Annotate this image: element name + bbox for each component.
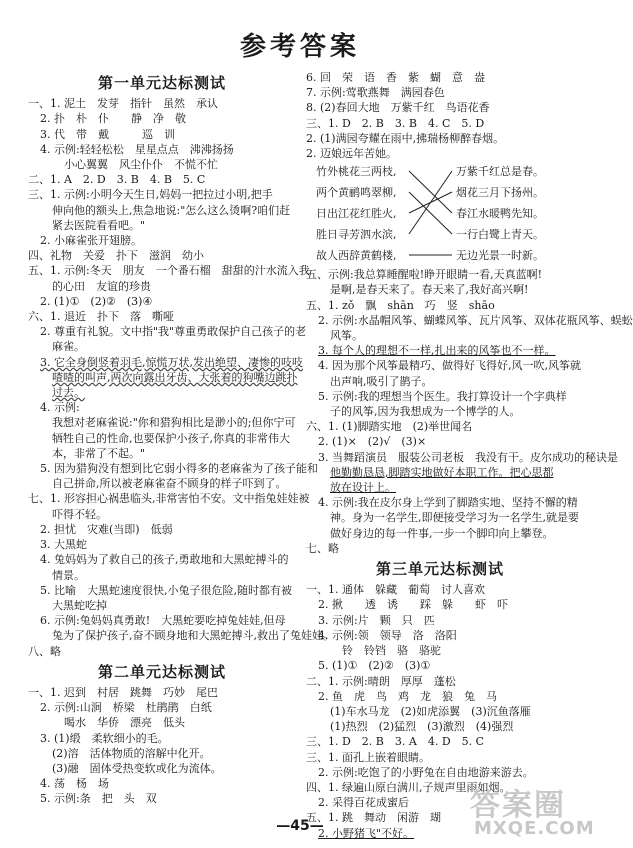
- answer-line-underlined: 过去。: [52, 386, 85, 400]
- match-right-item: 春江水暖鸭先知。: [456, 207, 544, 221]
- answer-line: 五、1. zǒ 飘 shān 巧 竖 shāo: [306, 298, 495, 312]
- unit1-title: 第一单元达标测试: [97, 74, 226, 92]
- answer-line-underlined: 3. 每个人的理想不一样,扎出来的风筝也不一样。: [318, 344, 556, 358]
- page-number: —45—: [276, 818, 324, 834]
- answer-line: 是啊,是春天来了。春天来了,我好高兴啊!: [330, 283, 529, 297]
- answer-line: 喝水 华侨 漂亮 低头: [64, 716, 185, 730]
- match-right-item: 无边光景一时新。: [456, 249, 544, 263]
- answer-line: 兔为了保护孩子,奋不顾身地和大黑蛇搏斗,救出了兔娃娃。: [52, 629, 334, 643]
- answer-line: 2. 示例:水晶帽风筝、蝴蝶风筝、瓦片风筝、双体花瓶风筝、蜈蚣: [318, 313, 633, 327]
- answer-line: 做好身边的每一件事,一步一个脚印向上攀登。: [330, 526, 554, 540]
- answer-line-underlined: 2. 小野猪飞"不好。: [318, 826, 415, 840]
- answer-line: 小心翼翼 风尘仆仆 不慌不忙: [64, 158, 218, 172]
- answer-line: 2. 担忧 灾难(当即) 低弱: [40, 522, 173, 536]
- answer-line: 情景。: [52, 568, 85, 582]
- unit2-title: 第二单元达标测试: [97, 662, 226, 681]
- answer-line: (2)溶 活体物质的溶解中化开。: [52, 746, 211, 760]
- answer-line: 伸向他的额头上,焦急地说:"怎么这么烫啊?咱们赶: [52, 203, 291, 217]
- answer-line: 2. 示例:山涧 桥梁 杜鹃鹃 白纸: [40, 701, 212, 715]
- answer-line: 七、略: [306, 541, 339, 555]
- answer-line: 本，非常了不起。": [52, 446, 146, 460]
- answer-line: 二、1. 示例:晴朗 厚厚 蓬松: [306, 674, 456, 688]
- answer-line: 2. (1)满园夸耀在雨中,拂瑞杨柳醉春烟。: [306, 131, 505, 145]
- answer-line: (3)融 固体受热变软或化为流体。: [52, 761, 222, 775]
- answer-line: 6. 回 荣 语 香 紫 蝴 意 盎: [306, 71, 485, 84]
- answer-line: 4. 示例:: [40, 401, 80, 415]
- match-left-item: 两个黄鹂鸣翠柳,: [316, 186, 397, 200]
- answer-line: 3. 当舞蹈演员 服装公司老板 我没有干。皮尔成功的秘诀是: [318, 450, 618, 464]
- answer-line-underlined: 他勤勤恳恳,脚踏实地做好本职工作。把心思都: [330, 465, 554, 479]
- answer-line: (1)车水马龙 (2)如虎添翼 (3)沉鱼落雁: [330, 704, 531, 718]
- answer-line: 八、略: [28, 644, 61, 658]
- page-title: 参考答案: [239, 32, 360, 62]
- match-right-item: 一行白鹭上青天。: [456, 228, 544, 242]
- answer-line: 神。身为一名学生,即便接受学习为一名学生,就是要: [330, 511, 579, 525]
- match-right-item: 万紫千红总是春。: [456, 165, 544, 179]
- answer-line: 三、1. 面孔上嵌着眼睛。: [306, 750, 430, 764]
- answer-line: 五、示例:我总算睡醒啦!睁开眼睛一看,天真蓝啊!: [306, 268, 543, 282]
- answer-line: 五、1. 跳 舞动 闲游 瑚: [306, 811, 441, 825]
- answer-line: 六、1. 退近 扑下 落 嘶哑: [28, 310, 174, 324]
- answer-line: 紧去医院看看吧。": [52, 218, 146, 232]
- answer-line: 5. (1)① (2)② (3)①: [318, 659, 431, 673]
- answer-line: 出声响,吸引了鹊子。: [330, 374, 433, 388]
- answer-line: 2. 小麻雀张开翅膀。: [40, 234, 142, 248]
- answer-line: 二、1. A 2. D 3. B 4. B 5. C: [28, 173, 206, 187]
- unit3-title: 第三单元达标测试: [375, 560, 504, 579]
- poem-matching: [306, 161, 574, 267]
- answer-line: 自己拼命,所以被老麻雀奋不顾身的样子吓到了。: [52, 477, 287, 491]
- answer-line: 三、1. D 2. B 3. B 4. C 5. D: [306, 116, 485, 130]
- answer-line: 6. 示例:兔妈妈真勇敢! 大黑蛇要吃掉兔娃娃,但母: [40, 614, 286, 628]
- answer-line: 5. 示例:条 把 头 双: [40, 792, 157, 806]
- answer-line: 吓得不轻。: [52, 507, 107, 521]
- answer-line-underlined: 放在设计上。: [330, 481, 396, 495]
- answer-line: 2. 尊重有礼貌。文中指"我"尊重勇敢保护自己孩子的老: [40, 325, 307, 339]
- answer-line: 4. 示例:我在皮尔身上学到了脚踏实地、坚持不懈的精: [318, 496, 578, 510]
- answer-line: 风筝。: [330, 329, 363, 343]
- answer-line: 铃 铃铛 骆 骆驼: [342, 644, 441, 658]
- right-column: [306, 70, 633, 841]
- answer-line-underlined: 3. 它全身倒竖着羽毛,惊慌万状,发出绝望、凄惨的吱吱: [40, 355, 303, 369]
- answer-line: 2. 扑 朴 仆 静 净 敬: [40, 112, 186, 126]
- answer-line: 4. 因为那个风筝最精巧、做得好飞得好,风一吹,风筝就: [318, 359, 581, 373]
- answer-line: 我想对老麻雀说:"你和猎狗相比是渺小的;但你宁可: [52, 416, 296, 430]
- answer-line: (1)热烈 (2)猛烈 (3)激烈 (4)强烈: [330, 720, 514, 734]
- match-left-item: 胜日寻芳泗水滨,: [316, 228, 397, 242]
- answer-line-underlined: 喳喳的叫声,两次向露出牙齿、大张着的狗嘴边跳扑: [52, 370, 298, 384]
- answer-line: 2. 采得百花成蜜后: [318, 796, 409, 810]
- answer-line: 四、1. 绿遍山原白满川,子规声里雨如烟。: [306, 780, 511, 794]
- answer-line: 5. 因为猎狗没有想到比它弱小得多的老麻雀为了孩子能和: [40, 462, 318, 476]
- watermark-logo: [470, 780, 594, 842]
- answer-line: 麻雀。: [52, 340, 85, 354]
- answer-line: 4. 示例:轻轻松松 星星点点 沸沸扬扬: [40, 142, 234, 156]
- answer-line: 大黑蛇吃掉: [52, 598, 107, 612]
- answer-line: 2. 鱼 虎 鸟 鸡 龙 狼 兔 马: [318, 689, 497, 703]
- answer-line: 2. 示例:吃饱了的小野兔在自由地游来游去。: [318, 765, 534, 779]
- answer-line: 子的风筝,因为我想成为一个博学的人。: [330, 405, 521, 419]
- answer-line: 3. 大黑蛇: [40, 538, 87, 552]
- answer-line: 2. (1)× (2)√ (3)×: [318, 435, 427, 449]
- answer-line: 2. 揪 透 诱 踩 躲 虾 吓: [318, 598, 508, 612]
- answer-line: 一、1. 泥土 发芽 指针 虽然 承认: [28, 97, 218, 111]
- answer-line: 4. 荡 杨 场: [40, 777, 109, 791]
- answer-line: 的心田 友谊的珍贵: [52, 279, 151, 293]
- answer-line: 六、1. (1)脚踏实地 (2)举世闻名: [306, 420, 473, 434]
- answer-line: 一、1. 通体 躲藏 葡萄 讨人喜欢: [306, 583, 485, 597]
- answer-line: 2. (1)① (2)② (3)④: [40, 294, 153, 308]
- answer-line: 4. 兔妈妈为了救自己的孩子,勇敢地和大黑蛇搏斗的: [40, 553, 289, 567]
- answer-line: 五、1. 示例:冬天 朋友 一个番石榴 甜甜的汁水流入我: [28, 264, 310, 278]
- answer-line: 3. 示例:片 颗 只 匹: [318, 613, 435, 627]
- answer-line: 2. 迈娘远年苦她。: [306, 147, 397, 161]
- answer-line: 7. 示例:莺歌燕舞 满园春色: [306, 86, 445, 100]
- watermark-text: 答案圈: [470, 788, 566, 823]
- answer-line: 3. 代 带 戴 巡 训: [40, 127, 175, 141]
- match-left-item: 竹外桃花三两枝,: [316, 165, 397, 179]
- answer-line: 牺牲自己的性命,也要保护小孩子,你真的非常伟大: [52, 431, 290, 445]
- answer-line: 8. (2)春回大地 万紫千红 鸟语花香: [306, 101, 490, 115]
- answer-line: 5. 示例:我的理想当个医生。我打算设计一个字典样: [318, 389, 567, 403]
- answer-line: 3. (1)缎 柔软细小的毛。: [40, 731, 169, 745]
- answer-line: 5. 比喻 大黑蛇速度很快,小兔子很危险,随时都有被: [40, 583, 292, 597]
- answer-line: 一、1. 迟到 村居 跳舞 巧妙 尾巴: [28, 685, 218, 699]
- match-left-item: 日出江花红胜火,: [316, 207, 397, 221]
- answer-line: 4. 示例:领 领导 洛 洛阳: [318, 628, 457, 642]
- answer-line: 三、1. D 2. B 3. A 4. D 5. C: [306, 735, 485, 749]
- answer-line: 四、礼物 关爱 扑下 滋润 幼小: [28, 249, 204, 263]
- answer-line: 三、1. 示例:小明今天生日,妈妈一把拉过小明,把手: [28, 188, 273, 202]
- match-right-item: 烟花三月下扬州。: [456, 186, 544, 200]
- watermark-url: MXQE.COM: [474, 818, 595, 839]
- answer-line: 七、1. 形容担心祸患临头,非常害怕不安。文中指兔娃娃被: [28, 492, 310, 506]
- match-left-item: 故人西辞黄鹤楼,: [316, 249, 397, 263]
